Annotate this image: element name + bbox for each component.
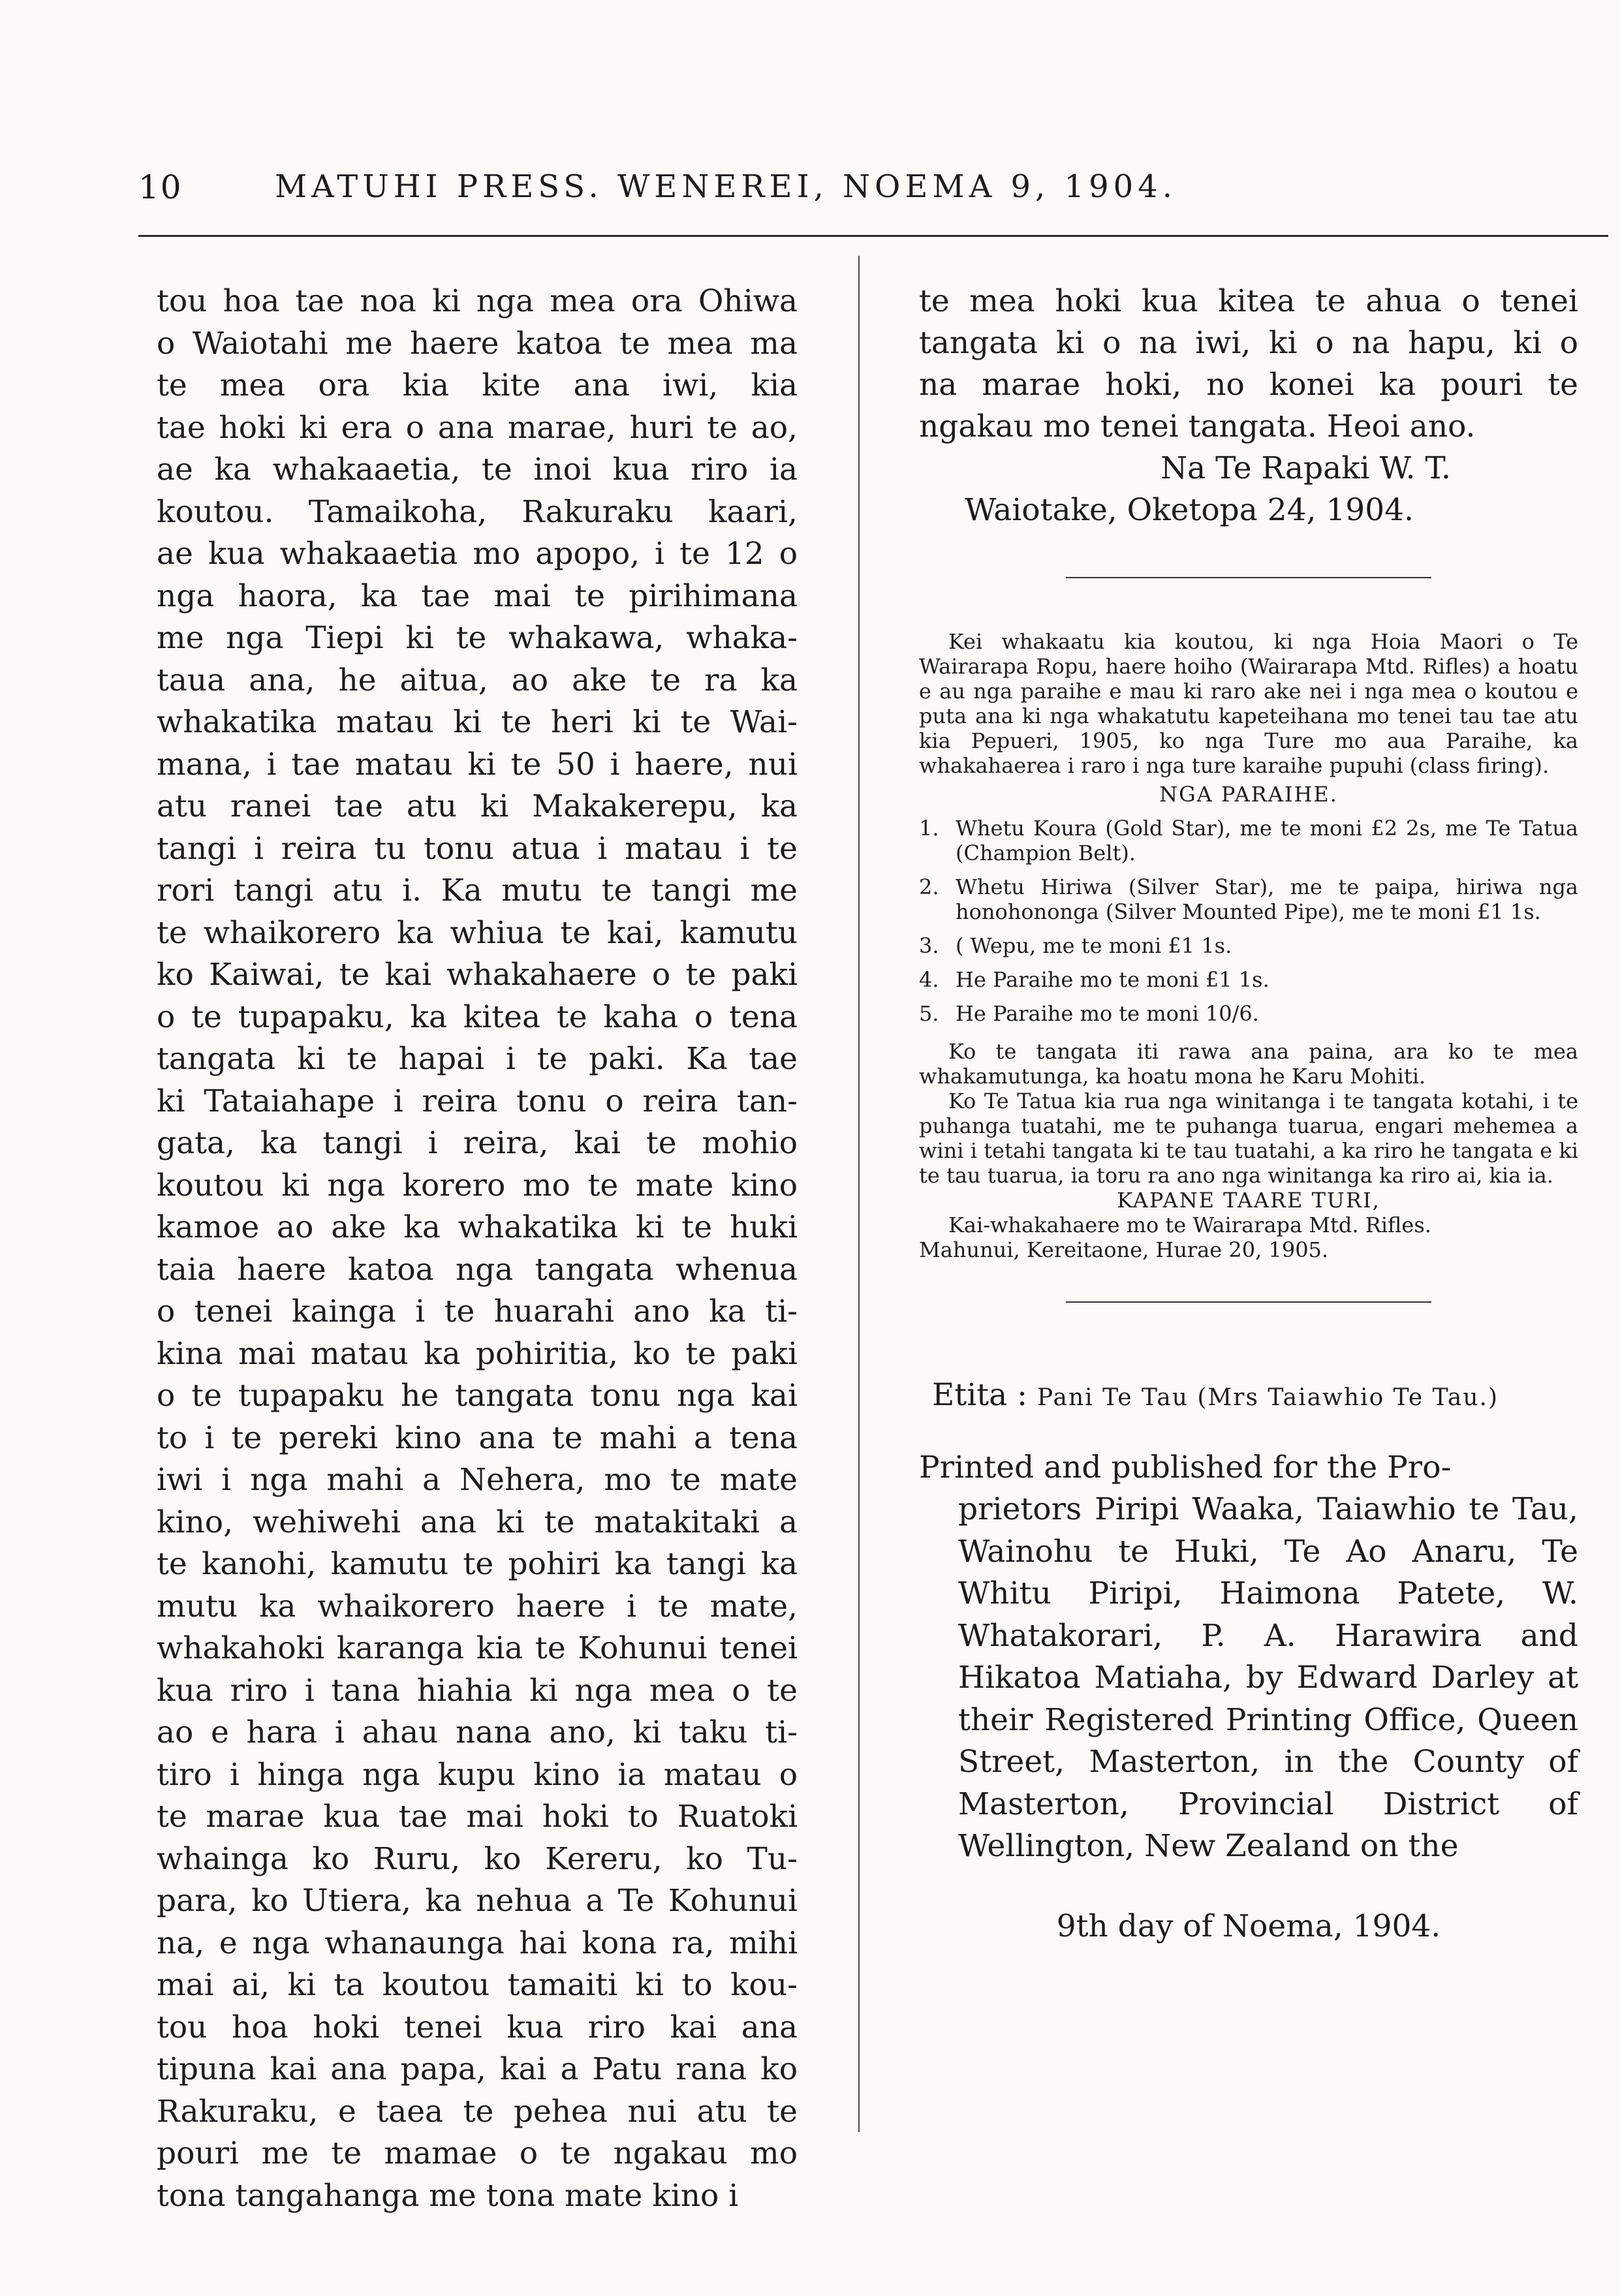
notice-signer-title: Kai-whakahaere mo te Wairarapa Mtd. Rifles.: [948, 1213, 1431, 1237]
page-number: 10: [138, 168, 183, 206]
article-line: koutou ki nga korero mo te mate kino: [157, 1167, 798, 1203]
publication-date: 9th day of Noema, 1904.: [1056, 1908, 1441, 1944]
article-line: ao e hara i ahau nana ano, ki taku ti-: [157, 1714, 798, 1750]
article-line: pouri me te mamae o te ngakau mo: [157, 2135, 798, 2171]
article-line: atu ranei tae atu ki Makakerepu, ka: [157, 788, 798, 824]
letter-line: na marae hoki, no konei ka pouri te: [919, 367, 1578, 403]
article-line: koutou. Tamaikoha, Rakuraku kaari,: [157, 493, 798, 530]
prize-item: [919, 1001, 1578, 1026]
prize-number: 2.: [919, 875, 939, 899]
notice-closing-1: Ko te tangata iti rawa ana paina, ara ko te mea whakamutunga, ka hoatu mona he Karu Mohiti.: [919, 1039, 1578, 1089]
article-line: kino, wehiwehi ana ki te matakitaki a: [157, 1504, 798, 1540]
letter-line: tangata ki o na iwi, ki o na hapu, ki o: [919, 325, 1578, 361]
prize-number: 3.: [919, 933, 939, 958]
article-line: kamoe ao ake ka whakatika ki te huki: [157, 1209, 798, 1245]
letter-signature: Na Te Rapaki W. T.: [1160, 450, 1451, 486]
article-line: tipuna kai ana papa, kai a Patu rana ko: [157, 2051, 798, 2087]
article-line: tangata ki te hapai i te paki. Ka tae: [157, 1041, 798, 1077]
article-line: whainga ko Ruru, ko Kereru, ko Tu-: [157, 1840, 798, 1877]
article-line: mana, i tae matau ki te 50 i haere, nui: [157, 746, 798, 783]
article-line: taia haere katoa nga tangata whenua: [157, 1251, 798, 1288]
prize-list: [919, 816, 1578, 1026]
article-line: para, ko Utiera, ka nehua a Te Kohunui: [157, 1883, 798, 1919]
article-line: tae hoki ki era o ana marae, huri te ao,: [157, 409, 798, 446]
prize-notice: [919, 629, 1578, 1262]
header-rule: [138, 235, 1608, 237]
masthead: MATUHI PRESS. WENEREI, NOEMA 9, 1904.: [275, 168, 1177, 205]
article-line: o Waiotahi me haere katoa te mea ma: [157, 325, 798, 362]
printer-statement-body: prietors Piripi Waaka, Taiawhio te Tau, Wainohu te Huki, Te Ao Anaru, Te Whitu Piripi, Haimona Patete, W. Whatakorari, P. A. Harawira and Hikatoa Matiaha, by Edward Darley at their Registered Printing Office, Queen Street, Masterton, in the County of Masterton, Provincial District of Wellington, New Zealand on the: [958, 1491, 1578, 1864]
article-line: me nga Tiepi ki te whakawa, whaka-: [157, 620, 798, 656]
imprint: [919, 1374, 1578, 1947]
prize-text: ( Wepu, me te moni £1 1s.: [956, 933, 1232, 958]
article-line: ko Kaiwai, te kai whakahaere o te paki: [157, 957, 798, 993]
editor-line: [919, 1374, 1578, 1419]
article-line: nga haora, ka tae mai te pirihimana: [157, 578, 798, 614]
notice-closing-2: Ko Te Tatua kia rua nga winitanga i te tangata kotahi, i te puhanga tuatahi, me te puhanga tuarua, engari mehemea a wini i tetahi tangata ki te tau tuatahi, a ka riro he tangata e ki te tau tuarua, ia toru ra ano nga winitanga ka riro ai, kia ia.: [919, 1089, 1578, 1188]
prize-text: Whetu Koura (Gold Star), me te moni £2 2s, me Te Tatua (Champion Belt).: [956, 816, 1578, 865]
page-header: [138, 168, 1313, 221]
letter-ending: [919, 281, 1578, 448]
prize-text: He Paraihe mo te moni £1 1s.: [956, 967, 1270, 992]
article-line: te marae kua tae mai hoki to Ruatoki: [157, 1799, 798, 1835]
article-line: whakahoki karanga kia te Kohunui tenei: [157, 1630, 798, 1666]
article-line: te kanohi, kamutu te pohiri ka tangi ka: [157, 1546, 798, 1582]
prize-item: [919, 875, 1578, 924]
article-line: whakatika matau ki te heri ki te Wai-: [157, 704, 798, 740]
column-divider: [858, 256, 860, 2132]
notice-heading: NGA PARAIHE.: [1159, 782, 1338, 807]
article-line: tona tangahanga me tona mate kino i: [157, 2177, 739, 2214]
article-line: kua riro i tana hiahia ki nga mea o te: [157, 1672, 798, 1709]
notice-signer-place: Mahunui, Kereitaone, Hurae 20, 1905.: [919, 1237, 1329, 1262]
left-column-article: [157, 281, 798, 2217]
article-line: taua ana, he aitua, ao ake te ra ka: [157, 662, 798, 698]
editor-label: Etita :: [932, 1377, 1027, 1413]
article-line: tiro i hinga nga kupu kino ia matau o: [157, 1756, 798, 1793]
prize-item: [919, 933, 1578, 958]
letter-place-date: Waiotake, Oketopa 24, 1904.: [965, 492, 1414, 528]
article-line: ae kua whakaaetia mo apopo, i te 12 o: [157, 536, 798, 572]
section-rule: [1066, 1301, 1431, 1303]
editor-name: Pani Te Tau (Mrs Taiawhio Te Tau.): [1036, 1384, 1499, 1411]
prize-item: [919, 816, 1578, 865]
section-rule: [1066, 577, 1431, 578]
article-line: kina mai matau ka pohiritia, ko te paki: [157, 1335, 798, 1372]
letter-line: ngakau mo tenei tangata. Heoi ano.: [919, 409, 1476, 444]
prize-text: Whetu Hiriwa (Silver Star), me te paipa, hiriwa nga honohononga (Silver Mounted Pipe), me te moni £1 1s.: [956, 875, 1578, 924]
article-line: gata, ka tangi i reira, kai te mohio: [157, 1125, 798, 1161]
article-line: ki Tataiahape i reira tonu o reira tan-: [157, 1083, 798, 1119]
article-line: mai ai, ki ta koutou tamaiti ki to kou-: [157, 1967, 798, 2003]
right-column: [919, 281, 1578, 1947]
article-line: tangi i reira tu tonu atua i matau i te: [157, 830, 798, 867]
article-line: tou hoa hoki tenei kua riro kai ana: [157, 2009, 798, 2045]
article-line: mutu ka whaikorero haere i te mate,: [157, 1588, 798, 1624]
article-line: iwi i nga mahi a Nehera, mo te mate: [157, 1462, 798, 1498]
printer-statement: [919, 1447, 1578, 1868]
prize-number: 1.: [919, 816, 939, 841]
article-line: o te tupapaku he tangata tonu nga kai: [157, 1378, 798, 1414]
letter-line: te mea hoki kua kitea te ahua o tenei: [919, 283, 1578, 319]
article-line: tou hoa tae noa ki nga mea ora Ohiwa: [157, 283, 798, 319]
article-line: te mea ora kia kite ana iwi, kia: [157, 367, 798, 403]
article-line: te whaikorero ka whiua te kai, kamutu: [157, 914, 798, 951]
article-line: o te tupapaku, ka kitea te kaha o tena: [157, 999, 798, 1035]
article-line: na, e nga whanaunga hai kona ra, mihi: [157, 1925, 798, 1961]
article-line: rori tangi atu i. Ka mutu te tangi me: [157, 873, 798, 908]
prize-item: [919, 967, 1578, 992]
article-line: ae ka whakaaetia, te inoi kua riro ia: [157, 452, 798, 488]
notice-intro: Kei whakaatu kia koutou, ki nga Hoia Maori o Te Wairarapa Ropu, haere hoiho (Wairarapa Mtd. Rifles) a hoatu e au nga paraihe e mau ki raro ake nei i nga mea o koutou e puta ana ki nga whakatutu kapeteihana mo tenei tau tae atu kia Pepueri, 1905, ko nga Ture mo aua Paraihe, ka whakahaerea i raro i nga ture karaihe pupuhi (class firing).: [919, 629, 1578, 778]
printer-statement-lead: Printed and published for the Pro-: [919, 1449, 1452, 1485]
prize-number: 4.: [919, 967, 939, 992]
prize-number: 5.: [919, 1001, 939, 1026]
article-line: o tenei kainga i te huarahi ano ka ti-: [157, 1294, 798, 1329]
prize-text: He Paraihe mo te moni 10/6.: [956, 1001, 1259, 1026]
notice-signer: KAPANE TAARE TURI,: [1117, 1188, 1380, 1213]
article-line: Rakuraku, e taea te pehea nui atu te: [157, 2093, 798, 2130]
article-line: to i te pereki kino ana te mahi a tena: [157, 1419, 798, 1456]
